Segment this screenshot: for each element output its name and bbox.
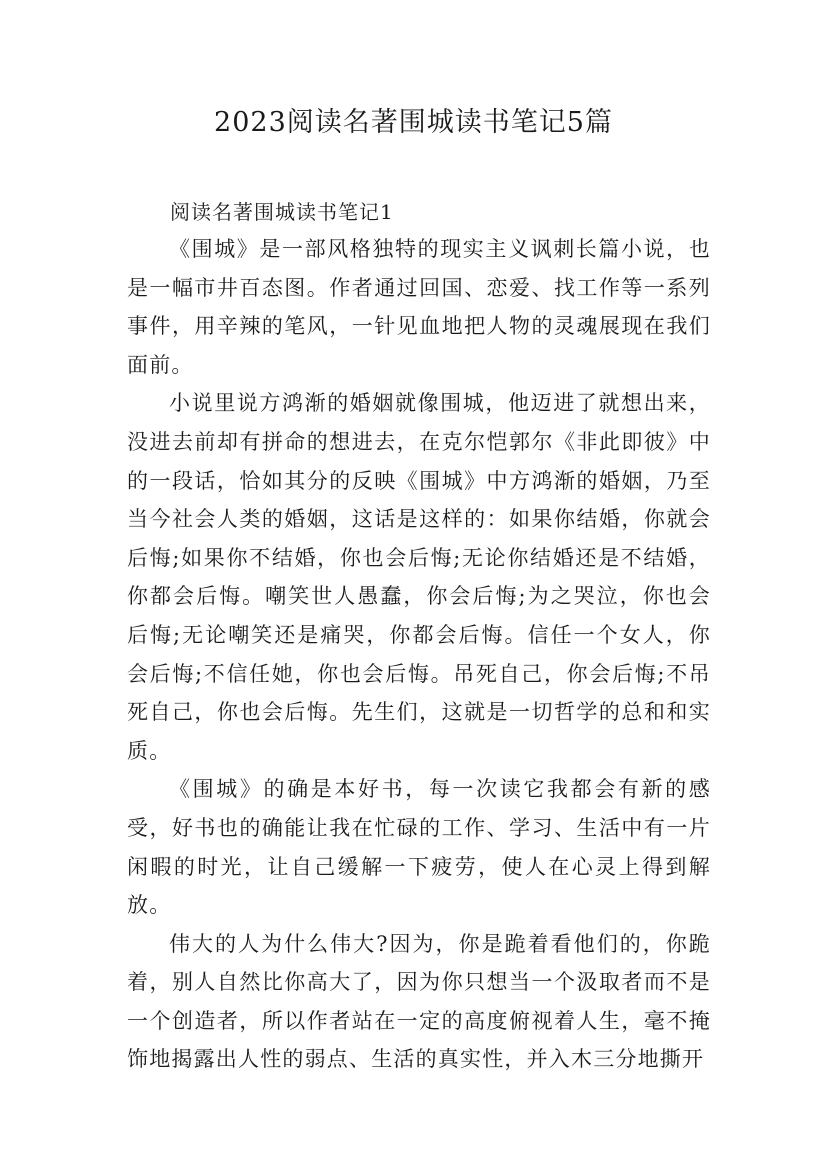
- paragraph: 《围城》是一部风格独特的现实主义讽刺长篇小说，也是一幅市井百态图。作者通过回国、恋爱、找工作等一系列事件，用辛辣的笔风，一针见血地把人物的灵魂展现在我们面前。: [127, 237, 711, 377]
- document-title: 2023阅读名著围城读书笔记5篇: [214, 107, 613, 138]
- section-heading: 阅读名著围城读书笔记1: [170, 200, 394, 224]
- document-body: [127, 230, 711, 1079]
- paragraph: 小说里说方鸿渐的婚姻就像围城，他迈进了就想出来，没进去前却有拼命的想进去，在克尔恺郭尔《非此即彼》中的一段话，恰如其分的反映《围城》中方鸿渐的婚姻，乃至当今社会人类的婚姻，这话是这样的：如果你结婚，你就会后悔;如果你不结婚，你也会后悔;无论你结婚还是不结婚，你都会后悔。嘲笑世人愚蠢，你会后悔;为之哭泣，你也会后悔;无论嘲笑还是痛哭，你都会后悔。信任一个女人，你会后悔;不信任她，你也会后悔。吊死自己，你会后悔;不吊死自己，你也会后悔。先生们，这就是一切哲学的总和和实质。: [127, 391, 711, 763]
- paragraph: 《围城》的确是本好书，每一次读它我都会有新的感受，好书也的确能让我在忙碌的工作、学习、生活中有一片闲暇的时光，让自己缓解一下疲劳，使人在心灵上得到解放。: [127, 777, 711, 918]
- paragraph: 伟大的人为什么伟大?因为，你是跪着看他们的，你跪着，别人自然比你高大了，因为你只想当一个汲取者而不是一个创造者，所以作者站在一定的高度俯视着人生，毫不掩饰地揭露出人性的弱点、生活的真实性，并入木三分地撕开: [127, 931, 711, 1072]
